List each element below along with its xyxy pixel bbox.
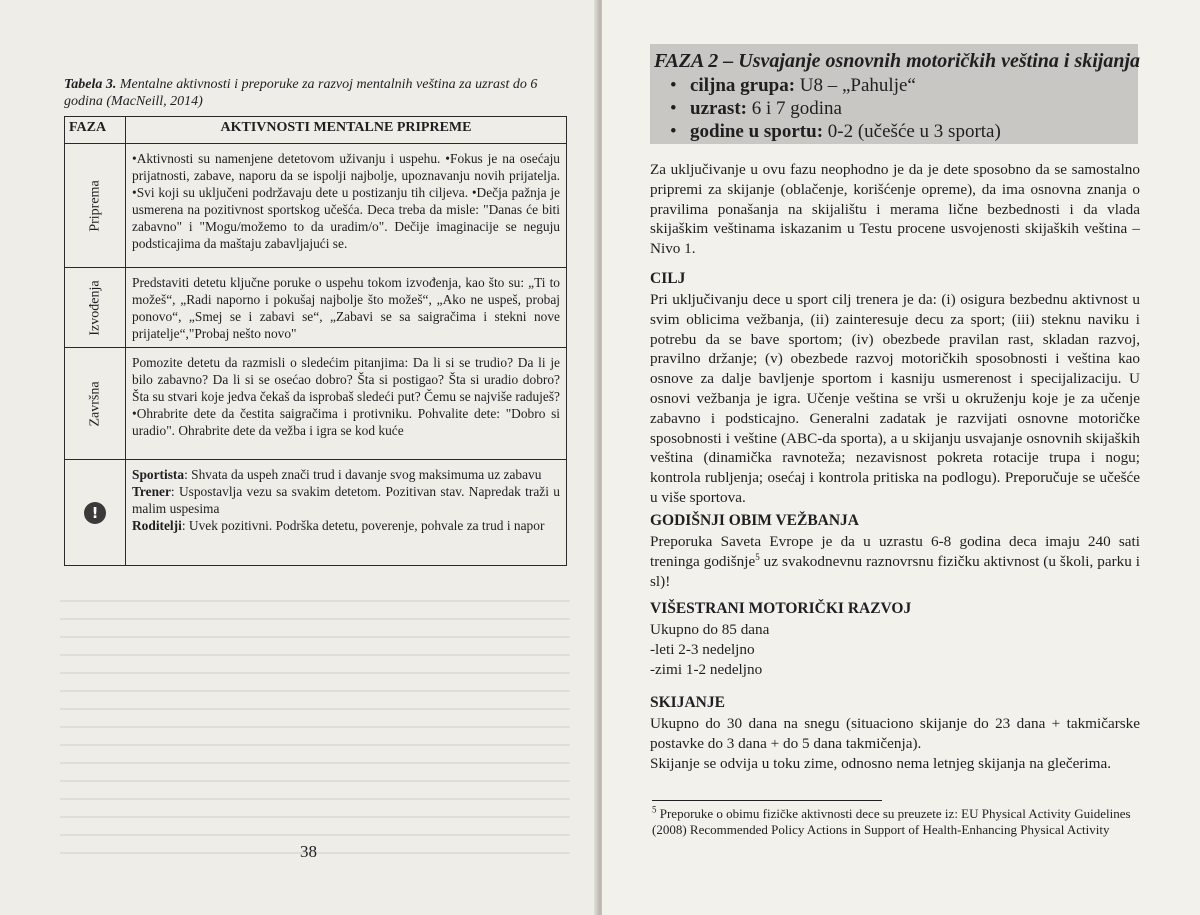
note-parents [132, 517, 560, 534]
visestrani-list [650, 620, 1140, 679]
phase-label: Izvođenja [87, 279, 103, 336]
note-coach-label: Trener [132, 484, 171, 499]
note-coach-text: : Uspostavlja vezu sa svakim detetom. Pozitivan stav. Napredak traži u malim uspesima [132, 484, 560, 516]
godisnji-heading: GODIŠNJI OBIM VEŽBANJA [650, 512, 860, 529]
activity-text: Pomozite detetu da razmisli o sledećim pitanjima: Da li si se trudio? Da li je bilo zabavno? Da li si se osećao dobro? Šta si postigao? Šta si uradio dobro? Šta su stvari koje jedva čekaš da isprobaš sledeći put? Čemu se najviše raduješ? •Ohrabrite dete da čestita saigračima i protivniku. Pohvalite dete: "Dobro si uradio". Ohrabrite dete da vežba i igra se kod kuće [126, 348, 567, 460]
phase-cell [65, 268, 126, 348]
header-faza: FAZA [65, 117, 126, 144]
godisnji-text-before: Preporuka Saveta Evrope je da u uzrastu 6-8 godina deca imaju 240 sati treninga godišnje [650, 533, 1140, 570]
cilj-heading: CILJ [650, 270, 686, 287]
note-athlete-label: Sportista [132, 467, 185, 482]
caption-label: Tabela 3. [64, 77, 117, 92]
visestrani-heading: VIŠESTRANI MOTORIČKI RAZVOJ [650, 600, 912, 617]
skijanje-paragraph [650, 714, 1140, 773]
phase-cell [65, 144, 126, 268]
phase-info-list [670, 74, 1001, 143]
godisnji-paragraph [650, 532, 1140, 591]
note-parents-label: Roditelji [132, 518, 182, 533]
bullet-label: godine u sportu: [690, 121, 824, 142]
bullet-label: uzrast: [690, 98, 747, 119]
cilj-paragraph: Pri uključivanju dece u sport cilj trenera je da: (i) osigura bezbednu aktivnost u svim oblicima vežbanja, (ii) zainteresuje decu za sport; (iii) steknu naviku i potrebu da se bave sportom; (iv) obezbede pravilan rast, skladan razvoj, pravilno držanje; (v) obezbede razvoj motoričkih sposobnosti i veština kao osnove za dalje bavljenje sportom i kasniju usmerenost i specijalizaciju. U osnovi vežbanja je igra. Učenje veština se vrši u okruženju koje je za učenje zabavno i podsticajno. Generalni zadatak je razvijati osnovne motoričke sposobnosti i veštine (ABC-da sporta), a u skijanju usvajanje osnovnih skijaških veština (dinamička ravnoteža; nezavisnost pokreta rotacije trupa i nogu; kontrola rubljenja; osećaj i kontrola pritiska na podlogu). Preporučuje se učešće u više sportova. [650, 291, 1140, 506]
phase-cell [65, 348, 126, 460]
phase-label: Priprema [87, 179, 103, 232]
caption-text: Mentalne aktivnosti i preporuke za razvoj mentalnih veština za uzrast do 6 godina (MacNeill, 2014) [64, 77, 538, 109]
activity-text: •Aktivnosti su namenjene detetovom uživanju i uspehu. •Fokus je na osećaju prijatnosti, zabave, naporu da se ispolji najbolje, upoznavanju novih prijatelja. •Svi koji su uključeni podržavaju dete u postizanju tih ciljeva. •Dečja pažnja je usmerena na pozitivnost sportskog učešća. Deca treba da misle: "Danas će biti zabavno" i "Mogu/možemo to da uradim/o". Dečije imaginacije se neguju podsticajima da maštaju zabavljajući se. [126, 144, 567, 268]
footnote-text: Preporuke o obimu fizičke aktivnosti dece su preuzete iz: EU Physical Activity Guidelines (2008) Recommended Policy Actions in Support of Health-Enhancing Physical Activity [652, 806, 1131, 837]
skijanje-text: Ukupno do 30 dana na snegu (situaciono skijanje do 23 dana + takmičarske postavke do 3 dana + do 5 dana takmičenja). [650, 715, 1140, 752]
list-item: -zimi 1-2 nedeljno [650, 660, 763, 678]
note-text [126, 460, 567, 566]
list-item: Ukupno do 85 dana [650, 621, 770, 638]
activity-text: Predstaviti detetu ključne poruke o uspehu tokom izvođenja, kao što su: „Ti to možeš“, „Radi naporno i pokušaj najbolje što možeš“, „Ako ne uspeš, probaj ponovo“, „Smej se i zabavi se“, „Zabavi se sa saigračima i stekni nove prijatelje“,"Probaj nešto novo" [126, 268, 567, 348]
list-item [670, 74, 1001, 97]
left-page [0, 0, 598, 915]
bullet-value: 0-2 (učešće u 3 sporta) [823, 121, 1001, 142]
bullet-value: U8 – „Pahulje“ [795, 75, 916, 96]
godisnji-text-after: uz svakodnevnu raznovrsnu fizičku aktivnost (u školi, parku i sl)! [650, 552, 1140, 590]
note-icon-cell [65, 460, 126, 566]
intro-paragraph: Za uključivanje u ovu fazu neophodno je da je dete sposobno da se samostalno pripremi za skijanje (oblačenje, korišćenje opreme), da ima osnovna znanja o pravilima ponašanja na skijalištu i merama lične bezbednosti i da vlada skijaškim veštinama iskazanim u Testu procene usvojenosti skijaških veština – Nivo 1. [650, 161, 1140, 258]
table-row-note [65, 460, 567, 566]
mental-activities-table [64, 116, 567, 566]
note-athlete [132, 466, 560, 483]
footnote [652, 806, 1142, 838]
skijanje-heading: SKIJANJE [650, 694, 725, 711]
table-row [65, 144, 567, 268]
table-caption [64, 76, 564, 110]
skijanje-text-2: Skijanje se odvija u toku zime, odnosno nema letnjeg skijanja na glečerima. [650, 754, 1111, 772]
table-header-row [65, 117, 567, 144]
list-item [670, 97, 1001, 120]
table-row [65, 268, 567, 348]
page-number: 38 [300, 842, 317, 861]
header-activities: AKTIVNOSTI MENTALNE PRIPREME [126, 117, 567, 144]
bleed-through-texture [60, 600, 570, 860]
footnote-divider [652, 800, 882, 801]
exclamation-icon: ! [84, 502, 106, 524]
bullet-label: ciljna grupa: [690, 75, 796, 96]
table-row [65, 348, 567, 460]
note-athlete-text: : Shvata da uspeh znači trud i davanje svog maksimuma uz zabavu [184, 467, 542, 482]
footnote-ref: 5 [755, 551, 760, 562]
note-parents-text: : Uvek pozitivni. Podrška detetu, poverenje, pohvale za trud i napor [181, 518, 545, 533]
list-item [670, 120, 1001, 143]
footnote-mark: 5 [652, 804, 657, 815]
note-coach [132, 483, 560, 517]
list-item: -leti 2-3 nedeljno [650, 640, 755, 658]
right-page [602, 0, 1200, 915]
phase-label: Završna [87, 380, 103, 427]
bullet-value: 6 i 7 godina [746, 98, 842, 119]
phase-title: FAZA 2 – Usvajanje osnovnih motoričkih veština i skijanja [654, 50, 1141, 72]
